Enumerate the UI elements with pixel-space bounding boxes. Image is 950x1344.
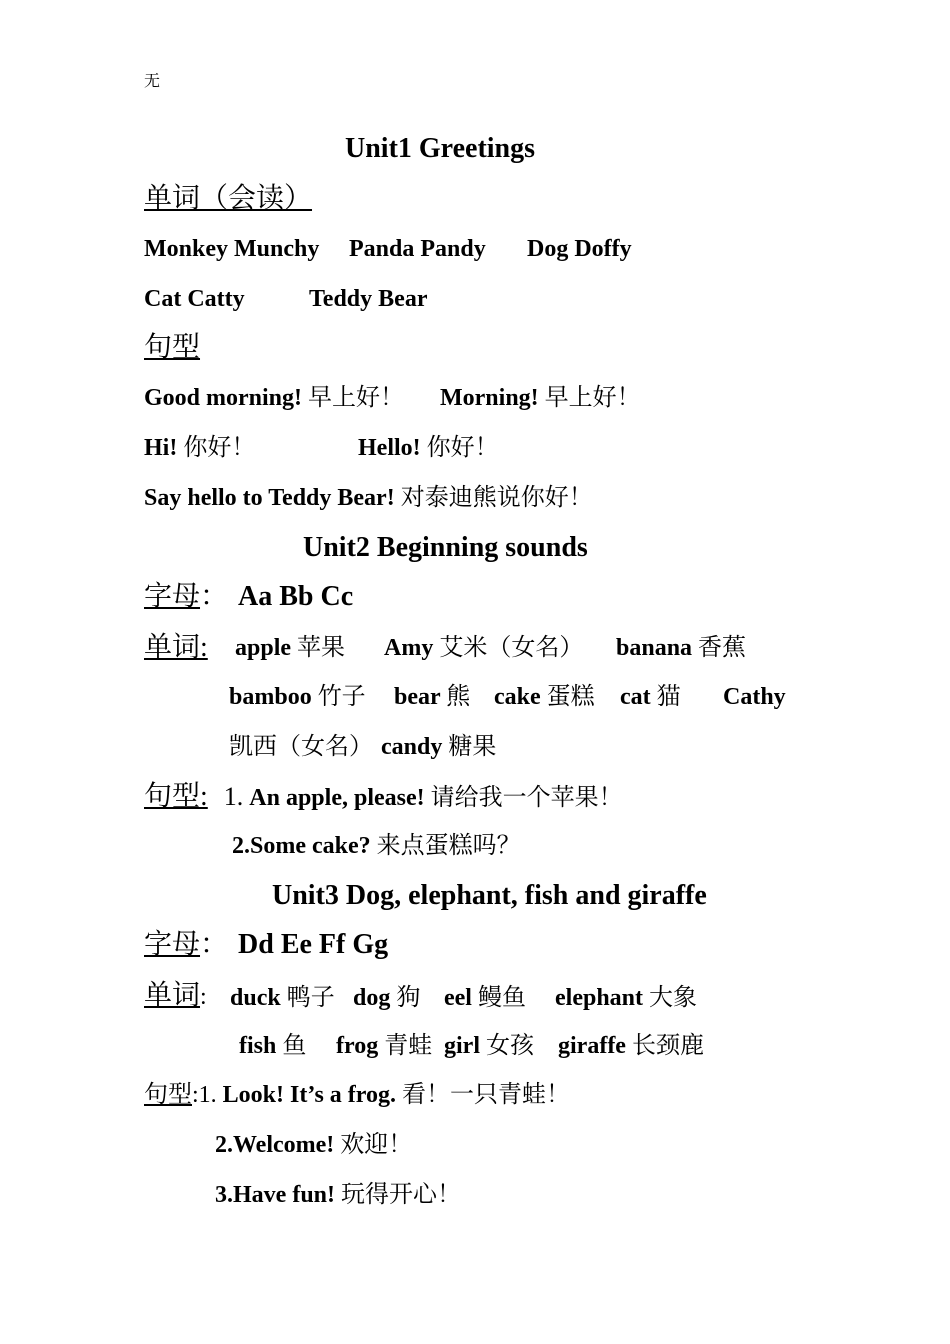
unit3-word: frog 青蛙 bbox=[336, 1033, 433, 1059]
letters-label: 字母 bbox=[144, 581, 201, 612]
page-header: 无 bbox=[144, 73, 161, 90]
unit2-word: bamboo 竹子 bbox=[229, 684, 366, 710]
unit1-sentence bbox=[144, 486, 593, 510]
unit1-sentence bbox=[144, 436, 255, 460]
sentence-cn: 早上好！ bbox=[544, 385, 641, 411]
unit2-title: Unit2 Beginning sounds bbox=[303, 532, 588, 563]
sentence-cn: 你好！ bbox=[183, 435, 256, 461]
sentence-en: Hi! bbox=[144, 435, 178, 461]
words-label: 单词 bbox=[144, 980, 201, 1011]
sentence-en: Hello! bbox=[358, 435, 421, 461]
unit1-sentence bbox=[358, 436, 499, 460]
unit3-word: elephant 大象 bbox=[555, 985, 698, 1011]
unit2-sentence: 2.Some cake? 来点蛋糕吗？ bbox=[232, 833, 521, 859]
unit1-word: Dog Doffy bbox=[527, 236, 632, 262]
unit1-sentences-label: 句型 bbox=[144, 332, 201, 363]
letters: Aa Bb Cc bbox=[238, 581, 354, 612]
unit3-word: eel 鳗鱼 bbox=[444, 985, 526, 1011]
unit3-words-row: 单词: bbox=[144, 980, 207, 1011]
words-label: 单词: bbox=[144, 632, 208, 663]
unit2-word-en: Cathy bbox=[723, 684, 786, 710]
unit2-word: cat 猫 bbox=[620, 684, 681, 710]
unit3-word: dog 狗 bbox=[353, 985, 421, 1011]
unit3-word: girl 女孩 bbox=[444, 1033, 534, 1059]
unit1-word: Teddy Bear bbox=[309, 286, 428, 312]
unit2-word: Amy 艾米（女名） bbox=[384, 635, 584, 661]
sentence-en: Morning! bbox=[440, 385, 539, 411]
unit3-sentence: 2.Welcome! 欢迎！ bbox=[215, 1132, 413, 1158]
unit2-word: bear 熊 bbox=[394, 684, 471, 710]
unit2-sentences-row: 句型: 1. An apple, please! 请给我一个苹果！ bbox=[144, 781, 623, 812]
unit2-word: cake 蛋糕 bbox=[494, 684, 595, 710]
unit1-word: Monkey Munchy bbox=[144, 236, 320, 262]
unit3-sentences-row: 句型:1. Look! It’s a frog. 看！一只青蛙！ bbox=[144, 1082, 571, 1108]
unit1-sentence bbox=[144, 386, 404, 410]
sentence-en: Say hello to Teddy Bear! bbox=[144, 485, 395, 511]
unit1-words-label: 单词（会读） bbox=[144, 183, 313, 214]
unit2-words-row bbox=[144, 634, 208, 662]
unit3-title: Unit3 Dog, elephant, fish and giraffe bbox=[272, 880, 707, 911]
unit1-word: Cat Catty bbox=[144, 286, 245, 312]
unit1-sentence bbox=[440, 386, 641, 410]
letters: Dd Ee Ff Gg bbox=[238, 929, 389, 960]
sentences-label: 句型: bbox=[144, 781, 208, 812]
sentence-cn: 对泰迪熊说你好！ bbox=[400, 485, 593, 511]
unit1-title: Unit1 Greetings bbox=[345, 133, 536, 164]
unit3-letters-row: 字母： Dd Ee Ff Gg bbox=[144, 929, 389, 960]
unit1-word: Panda Pandy bbox=[349, 236, 486, 262]
sentence-cn: 早上好！ bbox=[308, 385, 405, 411]
unit2-word: 凯西（女名） candy 糖果 bbox=[229, 734, 497, 760]
unit3-word: fish 鱼 bbox=[239, 1033, 307, 1059]
unit2-word: banana 香蕉 bbox=[616, 635, 747, 661]
sentence-cn: 你好！ bbox=[426, 435, 499, 461]
letters-label: 字母 bbox=[144, 929, 201, 960]
unit3-word: giraffe 长颈鹿 bbox=[558, 1033, 704, 1059]
unit2-word: apple 苹果 bbox=[235, 635, 346, 661]
unit2-letters-row: 字母： Aa Bb Cc bbox=[144, 581, 354, 612]
unit3-word: duck 鸭子 bbox=[230, 985, 335, 1011]
sentences-label: 句型 bbox=[144, 1082, 192, 1108]
unit3-sentence: 3.Have fun! 玩得开心！ bbox=[215, 1182, 461, 1208]
sentence-en: Good morning! bbox=[144, 385, 303, 411]
